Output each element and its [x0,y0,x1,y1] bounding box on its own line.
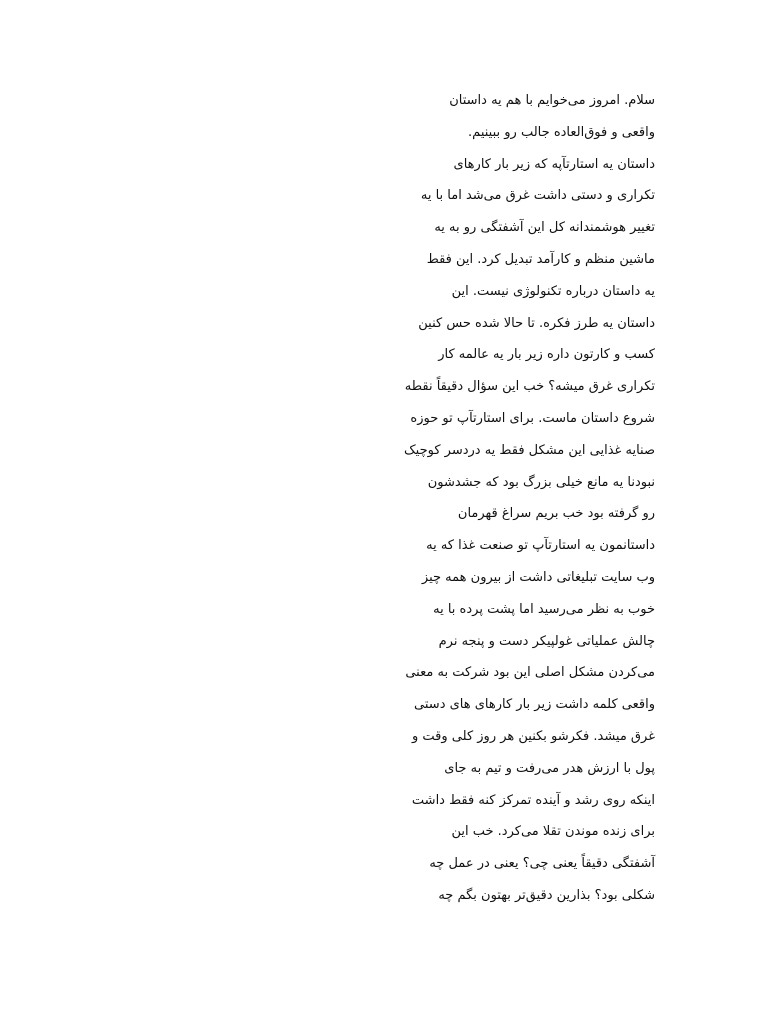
text-line: داستانمون یه استارتآپ تو صنعت غذا که یه [426,538,655,554]
text-line: تغییر هوشمندانه کل این آشفتگی رو به یه [434,220,655,236]
text-line: آشفتگی دقیقاً یعنی چی؟ یعنی در عمل چه [429,856,655,872]
text-line: واقعی کلمه داشت زیر بار کارهای های دستی [414,697,655,713]
text-line: اینکه روی رشد و آینده تمرکز کنه فقط داشت [411,792,655,808]
text-line: خوب به نظر می‌رسید اما پشت پرده با یه [433,601,655,617]
text-line: وب سایت تبلیغاتی داشت از بیرون همه چیز [421,569,655,585]
text-line: شکلی بود؟ بذارین دقیق‌تر بهتون بگم چه [438,887,655,903]
text-line: چالش عملیاتی غولپیکر دست و پنجه نرم [438,633,655,649]
text-line: داستان یه استارتآپه که زیر بار کارهای [453,156,655,172]
text-line: ماشین منظم و کارآمد تبدیل کرد. این فقط [426,251,655,267]
text-line: شروع داستان ماست. برای استارتآپ تو حوزه [410,410,655,426]
text-line: رو گرفته بود خب بریم سراغ قهرمان [457,506,655,522]
text-line: داستان یه طرز فکره. تا حالا شده حس کنین [418,315,655,331]
text-line: تکراری غرق میشه؟ خب این سؤال دقیقاً نقطه [404,379,655,395]
text-line: می‌کردن مشکل اصلی این بود شرکت به معنی [405,665,655,681]
text-line: تکراری و دستی داشت غرق می‌شد اما با یه [420,188,655,204]
text-line: یه داستان درباره تکنولوژی نیست. این [451,283,655,299]
text-line: صنایه غذایی این مشکل فقط یه دردسر کوچیک [404,442,655,458]
text-line: سلام. امروز می‌خوایم با هم یه داستان [449,93,655,108]
text-line: غرق میشد. فکرشو بکنین هر روز کلی وقت و [412,728,655,744]
text-line: پول با ارزش هدر می‌رفت و تیم به جای [444,760,655,776]
document-body-text [355,85,655,912]
text-line: برای زنده موندن تقلا می‌کرد. خب این [451,824,655,840]
text-line: کسب و کارتون داره زیر بار یه عالمه کار [438,347,655,363]
text-line: نبودنا یه مانع خیلی بزرگ بود که جشدشون [427,474,655,490]
text-line: واقعی و فوق‌العاده جالب رو ببینیم. [468,124,655,140]
